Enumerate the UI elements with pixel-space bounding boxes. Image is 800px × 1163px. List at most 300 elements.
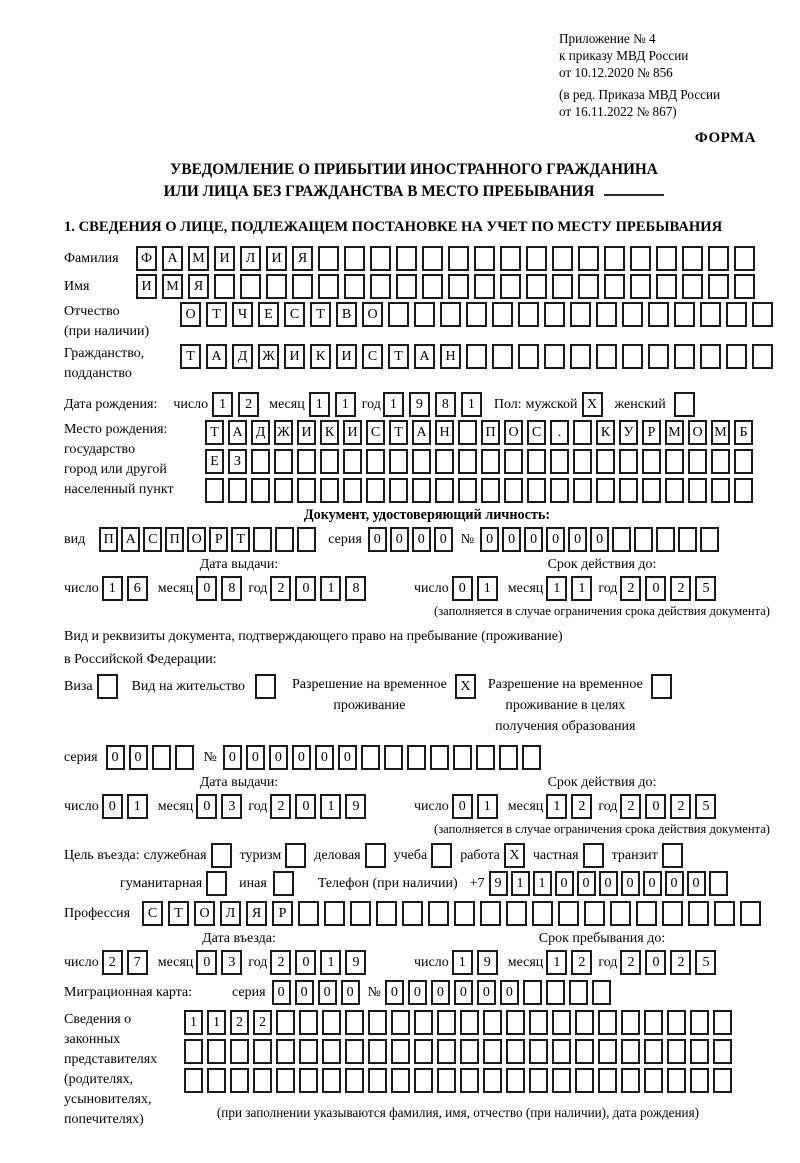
- char-cell[interactable]: [504, 478, 523, 503]
- char-cell[interactable]: [636, 901, 657, 926]
- char-cell[interactable]: [711, 478, 730, 503]
- char-cell[interactable]: [437, 1039, 456, 1064]
- char-cell[interactable]: П: [99, 527, 118, 552]
- migration-series-input[interactable]: [272, 980, 360, 1005]
- char-cell[interactable]: Е: [205, 449, 224, 474]
- char-cell[interactable]: [240, 274, 261, 299]
- char-cell[interactable]: [437, 1068, 456, 1093]
- residence-valid-year-input[interactable]: [620, 794, 716, 819]
- char-cell[interactable]: [642, 449, 661, 474]
- char-cell[interactable]: [690, 1039, 709, 1064]
- char-cell[interactable]: [726, 302, 747, 327]
- char-cell[interactable]: [384, 745, 403, 770]
- doc-type-input[interactable]: [99, 527, 316, 552]
- char-cell[interactable]: [713, 1068, 732, 1093]
- char-cell[interactable]: К: [596, 420, 615, 445]
- char-cell[interactable]: 8: [345, 576, 366, 601]
- char-cell[interactable]: К: [320, 420, 339, 445]
- temp-residence-checkbox[interactable]: X: [455, 674, 476, 699]
- char-cell[interactable]: [575, 1039, 594, 1064]
- char-cell[interactable]: [610, 901, 631, 926]
- representatives-row-2[interactable]: [184, 1039, 732, 1064]
- char-cell[interactable]: [558, 901, 579, 926]
- char-cell[interactable]: М: [162, 274, 183, 299]
- char-cell[interactable]: 2: [270, 950, 291, 975]
- purpose-transit-checkbox[interactable]: [662, 843, 683, 868]
- char-cell[interactable]: [207, 1068, 226, 1093]
- char-cell[interactable]: [483, 1039, 502, 1064]
- char-cell[interactable]: [752, 344, 773, 369]
- char-cell[interactable]: 0: [129, 745, 148, 770]
- char-cell[interactable]: [619, 449, 638, 474]
- birth-day-input[interactable]: [212, 392, 259, 417]
- purpose-other-checkbox[interactable]: [273, 871, 294, 896]
- char-cell[interactable]: 0: [599, 871, 618, 896]
- char-cell[interactable]: [734, 449, 753, 474]
- char-cell[interactable]: А: [414, 344, 435, 369]
- doc-issue-year-input[interactable]: [270, 576, 366, 601]
- char-cell[interactable]: [644, 1010, 663, 1035]
- char-cell[interactable]: Т: [388, 344, 409, 369]
- char-cell[interactable]: 2: [620, 950, 641, 975]
- char-cell[interactable]: Л: [240, 246, 261, 271]
- char-cell[interactable]: [667, 1039, 686, 1064]
- char-cell[interactable]: [299, 1010, 318, 1035]
- char-cell[interactable]: С: [366, 420, 385, 445]
- doc-valid-year-input[interactable]: [620, 576, 716, 601]
- char-cell[interactable]: [481, 478, 500, 503]
- char-cell[interactable]: [481, 449, 500, 474]
- char-cell[interactable]: [389, 478, 408, 503]
- char-cell[interactable]: 3: [221, 794, 242, 819]
- char-cell[interactable]: [527, 478, 546, 503]
- char-cell[interactable]: [674, 344, 695, 369]
- char-cell[interactable]: 1: [571, 576, 592, 601]
- char-cell[interactable]: [344, 246, 365, 271]
- char-cell[interactable]: [318, 246, 339, 271]
- char-cell[interactable]: [630, 274, 651, 299]
- char-cell[interactable]: Ч: [232, 302, 253, 327]
- char-cell[interactable]: [184, 1039, 203, 1064]
- char-cell[interactable]: [711, 449, 730, 474]
- char-cell[interactable]: [500, 246, 521, 271]
- char-cell[interactable]: [544, 302, 565, 327]
- char-cell[interactable]: [205, 478, 224, 503]
- doc-issue-day-input[interactable]: [102, 576, 148, 601]
- char-cell[interactable]: [529, 1039, 548, 1064]
- char-cell[interactable]: [414, 302, 435, 327]
- char-cell[interactable]: [343, 478, 362, 503]
- char-cell[interactable]: [621, 1039, 640, 1064]
- char-cell[interactable]: [598, 1039, 617, 1064]
- char-cell[interactable]: [435, 478, 454, 503]
- char-cell[interactable]: [428, 901, 449, 926]
- char-cell[interactable]: [276, 1039, 295, 1064]
- char-cell[interactable]: [644, 1068, 663, 1093]
- char-cell[interactable]: О: [362, 302, 383, 327]
- char-cell[interactable]: 0: [196, 794, 217, 819]
- char-cell[interactable]: [370, 246, 391, 271]
- char-cell[interactable]: [667, 1010, 686, 1035]
- char-cell[interactable]: [402, 901, 423, 926]
- char-cell[interactable]: [612, 527, 631, 552]
- char-cell[interactable]: Ж: [258, 344, 279, 369]
- char-cell[interactable]: [596, 344, 617, 369]
- char-cell[interactable]: [662, 901, 683, 926]
- char-cell[interactable]: З: [228, 449, 247, 474]
- temp-residence-edu-checkbox[interactable]: [651, 674, 672, 699]
- char-cell[interactable]: [529, 1010, 548, 1035]
- char-cell[interactable]: 0: [454, 980, 473, 1005]
- char-cell[interactable]: С: [143, 527, 162, 552]
- char-cell[interactable]: [253, 1039, 272, 1064]
- char-cell[interactable]: [454, 901, 475, 926]
- char-cell[interactable]: [584, 901, 605, 926]
- char-cell[interactable]: Т: [205, 420, 224, 445]
- char-cell[interactable]: [324, 901, 345, 926]
- char-cell[interactable]: [667, 1068, 686, 1093]
- char-cell[interactable]: Н: [440, 344, 461, 369]
- char-cell[interactable]: [709, 871, 728, 896]
- residence-number-input[interactable]: [223, 745, 541, 770]
- char-cell[interactable]: [430, 745, 449, 770]
- entry-day-input[interactable]: [102, 950, 148, 975]
- doc-issue-month-input[interactable]: [196, 576, 242, 601]
- char-cell[interactable]: 2: [230, 1010, 249, 1035]
- char-cell[interactable]: 0: [408, 980, 427, 1005]
- char-cell[interactable]: К: [310, 344, 331, 369]
- char-cell[interactable]: Т: [310, 302, 331, 327]
- char-cell[interactable]: [630, 246, 651, 271]
- char-cell[interactable]: [752, 302, 773, 327]
- char-cell[interactable]: 2: [620, 576, 641, 601]
- purpose-business-checkbox[interactable]: [365, 843, 386, 868]
- residence-valid-day-input[interactable]: [452, 794, 498, 819]
- char-cell[interactable]: 5: [695, 950, 716, 975]
- char-cell[interactable]: 1: [546, 794, 567, 819]
- char-cell[interactable]: 0: [292, 745, 311, 770]
- char-cell[interactable]: [251, 449, 270, 474]
- char-cell[interactable]: А: [228, 420, 247, 445]
- char-cell[interactable]: [569, 980, 588, 1005]
- char-cell[interactable]: А: [162, 246, 183, 271]
- char-cell[interactable]: 1: [533, 871, 552, 896]
- char-cell[interactable]: [483, 1068, 502, 1093]
- residence-series-input[interactable]: [106, 745, 194, 770]
- char-cell[interactable]: И: [336, 344, 357, 369]
- char-cell[interactable]: [298, 901, 319, 926]
- stay-day-input[interactable]: [452, 950, 498, 975]
- char-cell[interactable]: 0: [643, 871, 662, 896]
- char-cell[interactable]: [368, 1010, 387, 1035]
- char-cell[interactable]: [504, 449, 523, 474]
- char-cell[interactable]: [466, 344, 487, 369]
- surname-input[interactable]: [136, 246, 755, 271]
- char-cell[interactable]: [575, 1010, 594, 1035]
- char-cell[interactable]: [376, 901, 397, 926]
- char-cell[interactable]: [708, 246, 729, 271]
- char-cell[interactable]: [345, 1039, 364, 1064]
- char-cell[interactable]: [391, 1068, 410, 1093]
- char-cell[interactable]: И: [284, 344, 305, 369]
- char-cell[interactable]: 0: [452, 794, 473, 819]
- char-cell[interactable]: [474, 274, 495, 299]
- char-cell[interactable]: [622, 302, 643, 327]
- char-cell[interactable]: Д: [251, 420, 270, 445]
- doc-series-input[interactable]: [368, 527, 453, 552]
- char-cell[interactable]: [573, 420, 592, 445]
- char-cell[interactable]: [596, 478, 615, 503]
- char-cell[interactable]: [526, 274, 547, 299]
- char-cell[interactable]: [682, 274, 703, 299]
- char-cell[interactable]: 0: [295, 950, 316, 975]
- char-cell[interactable]: [642, 478, 661, 503]
- representatives-row-1[interactable]: [184, 1010, 732, 1035]
- char-cell[interactable]: [299, 1068, 318, 1093]
- char-cell[interactable]: [460, 1010, 479, 1035]
- char-cell[interactable]: [570, 344, 591, 369]
- char-cell[interactable]: Б: [734, 420, 753, 445]
- char-cell[interactable]: 5: [695, 794, 716, 819]
- purpose-work-checkbox[interactable]: X: [504, 843, 525, 868]
- char-cell[interactable]: С: [527, 420, 546, 445]
- char-cell[interactable]: [688, 449, 707, 474]
- residence-issue-year-input[interactable]: [270, 794, 366, 819]
- char-cell[interactable]: [499, 745, 518, 770]
- char-cell[interactable]: [474, 246, 495, 271]
- char-cell[interactable]: [506, 1010, 525, 1035]
- char-cell[interactable]: А: [121, 527, 140, 552]
- char-cell[interactable]: [414, 1068, 433, 1093]
- char-cell[interactable]: [344, 274, 365, 299]
- char-cell[interactable]: 0: [502, 527, 521, 552]
- char-cell[interactable]: 0: [434, 527, 453, 552]
- char-cell[interactable]: 0: [318, 980, 337, 1005]
- sex-female-checkbox[interactable]: [674, 392, 695, 417]
- char-cell[interactable]: 2: [571, 950, 592, 975]
- char-cell[interactable]: У: [619, 420, 638, 445]
- char-cell[interactable]: [604, 274, 625, 299]
- char-cell[interactable]: [322, 1010, 341, 1035]
- char-cell[interactable]: [550, 449, 569, 474]
- char-cell[interactable]: [740, 901, 761, 926]
- char-cell[interactable]: [573, 449, 592, 474]
- stay-month-input[interactable]: [546, 950, 592, 975]
- char-cell[interactable]: [460, 1068, 479, 1093]
- char-cell[interactable]: 0: [546, 527, 565, 552]
- char-cell[interactable]: Р: [642, 420, 661, 445]
- char-cell[interactable]: 1: [461, 392, 482, 417]
- char-cell[interactable]: [276, 1068, 295, 1093]
- char-cell[interactable]: [506, 1039, 525, 1064]
- char-cell[interactable]: [391, 1010, 410, 1035]
- char-cell[interactable]: Л: [220, 901, 241, 926]
- char-cell[interactable]: [523, 980, 542, 1005]
- char-cell[interactable]: [437, 1010, 456, 1035]
- char-cell[interactable]: [345, 1068, 364, 1093]
- char-cell[interactable]: 0: [568, 527, 587, 552]
- char-cell[interactable]: 0: [196, 576, 217, 601]
- visa-checkbox[interactable]: [97, 674, 118, 699]
- char-cell[interactable]: 0: [645, 794, 666, 819]
- char-cell[interactable]: [506, 901, 527, 926]
- char-cell[interactable]: [552, 246, 573, 271]
- char-cell[interactable]: Т: [180, 344, 201, 369]
- char-cell[interactable]: 0: [338, 745, 357, 770]
- char-cell[interactable]: [184, 1068, 203, 1093]
- char-cell[interactable]: [274, 478, 293, 503]
- char-cell[interactable]: [389, 449, 408, 474]
- char-cell[interactable]: [544, 344, 565, 369]
- char-cell[interactable]: С: [142, 901, 163, 926]
- char-cell[interactable]: С: [362, 344, 383, 369]
- char-cell[interactable]: [674, 302, 695, 327]
- char-cell[interactable]: [575, 1068, 594, 1093]
- char-cell[interactable]: 1: [477, 794, 498, 819]
- char-cell[interactable]: [361, 745, 380, 770]
- char-cell[interactable]: [734, 274, 755, 299]
- char-cell[interactable]: [573, 478, 592, 503]
- char-cell[interactable]: 2: [238, 392, 259, 417]
- char-cell[interactable]: 0: [590, 527, 609, 552]
- char-cell[interactable]: [322, 1039, 341, 1064]
- char-cell[interactable]: [453, 745, 472, 770]
- char-cell[interactable]: 0: [385, 980, 404, 1005]
- char-cell[interactable]: [522, 745, 541, 770]
- char-cell[interactable]: [532, 901, 553, 926]
- char-cell[interactable]: М: [665, 420, 684, 445]
- char-cell[interactable]: 0: [645, 950, 666, 975]
- char-cell[interactable]: Т: [168, 901, 189, 926]
- representatives-row-3[interactable]: [184, 1068, 732, 1093]
- char-cell[interactable]: 1: [452, 950, 473, 975]
- char-cell[interactable]: [476, 745, 495, 770]
- char-cell[interactable]: [665, 478, 684, 503]
- char-cell[interactable]: [713, 1039, 732, 1064]
- char-cell[interactable]: [152, 745, 171, 770]
- char-cell[interactable]: 2: [253, 1010, 272, 1035]
- doc-number-input[interactable]: [480, 527, 719, 552]
- char-cell[interactable]: [726, 344, 747, 369]
- char-cell[interactable]: [460, 1039, 479, 1064]
- char-cell[interactable]: [500, 274, 521, 299]
- char-cell[interactable]: 8: [435, 392, 456, 417]
- char-cell[interactable]: 0: [295, 576, 316, 601]
- char-cell[interactable]: [518, 302, 539, 327]
- char-cell[interactable]: [492, 344, 513, 369]
- char-cell[interactable]: [656, 274, 677, 299]
- purpose-tourism-checkbox[interactable]: [285, 843, 306, 868]
- char-cell[interactable]: [688, 478, 707, 503]
- char-cell[interactable]: 8: [221, 576, 242, 601]
- char-cell[interactable]: [458, 420, 477, 445]
- char-cell[interactable]: [318, 274, 339, 299]
- char-cell[interactable]: [350, 901, 371, 926]
- char-cell[interactable]: [621, 1010, 640, 1035]
- char-cell[interactable]: 9: [409, 392, 430, 417]
- char-cell[interactable]: [644, 1039, 663, 1064]
- char-cell[interactable]: [578, 274, 599, 299]
- char-cell[interactable]: [388, 302, 409, 327]
- stay-year-input[interactable]: [620, 950, 716, 975]
- char-cell[interactable]: [175, 745, 194, 770]
- char-cell[interactable]: 9: [345, 794, 366, 819]
- char-cell[interactable]: [320, 478, 339, 503]
- char-cell[interactable]: И: [136, 274, 157, 299]
- char-cell[interactable]: Я: [292, 246, 313, 271]
- char-cell[interactable]: [656, 527, 675, 552]
- char-cell[interactable]: И: [214, 246, 235, 271]
- residence-issue-day-input[interactable]: [102, 794, 148, 819]
- char-cell[interactable]: 0: [480, 527, 499, 552]
- char-cell[interactable]: И: [266, 246, 287, 271]
- char-cell[interactable]: [422, 246, 443, 271]
- profession-input[interactable]: [142, 901, 761, 926]
- char-cell[interactable]: [368, 1039, 387, 1064]
- char-cell[interactable]: [546, 980, 565, 1005]
- char-cell[interactable]: [266, 274, 287, 299]
- char-cell[interactable]: 0: [106, 745, 125, 770]
- char-cell[interactable]: [414, 1010, 433, 1035]
- phone-input[interactable]: [489, 871, 728, 896]
- char-cell[interactable]: 0: [665, 871, 684, 896]
- char-cell[interactable]: 1: [546, 576, 567, 601]
- char-cell[interactable]: [592, 980, 611, 1005]
- char-cell[interactable]: [253, 1068, 272, 1093]
- char-cell[interactable]: П: [165, 527, 184, 552]
- birth-place-row-1[interactable]: [205, 420, 753, 445]
- birth-year-input[interactable]: [383, 392, 482, 417]
- char-cell[interactable]: 0: [315, 745, 334, 770]
- char-cell[interactable]: Н: [435, 420, 454, 445]
- char-cell[interactable]: 0: [477, 980, 496, 1005]
- char-cell[interactable]: 0: [452, 576, 473, 601]
- char-cell[interactable]: [253, 527, 272, 552]
- char-cell[interactable]: 5: [695, 576, 716, 601]
- sex-male-checkbox[interactable]: X: [582, 392, 603, 417]
- char-cell[interactable]: [665, 449, 684, 474]
- char-cell[interactable]: 1: [127, 794, 148, 819]
- char-cell[interactable]: [366, 449, 385, 474]
- char-cell[interactable]: [700, 527, 719, 552]
- char-cell[interactable]: [297, 478, 316, 503]
- char-cell[interactable]: Д: [232, 344, 253, 369]
- char-cell[interactable]: [414, 1039, 433, 1064]
- char-cell[interactable]: [391, 1039, 410, 1064]
- char-cell[interactable]: Ж: [274, 420, 293, 445]
- char-cell[interactable]: [700, 344, 721, 369]
- char-cell[interactable]: 2: [670, 950, 691, 975]
- char-cell[interactable]: М: [711, 420, 730, 445]
- char-cell[interactable]: [396, 274, 417, 299]
- char-cell[interactable]: С: [284, 302, 305, 327]
- char-cell[interactable]: 0: [645, 576, 666, 601]
- char-cell[interactable]: [552, 274, 573, 299]
- char-cell[interactable]: 0: [223, 745, 242, 770]
- char-cell[interactable]: 9: [489, 871, 508, 896]
- char-cell[interactable]: 0: [412, 527, 431, 552]
- char-cell[interactable]: 1: [511, 871, 530, 896]
- char-cell[interactable]: [734, 478, 753, 503]
- char-cell[interactable]: [345, 1010, 364, 1035]
- char-cell[interactable]: О: [504, 420, 523, 445]
- purpose-study-checkbox[interactable]: [431, 843, 452, 868]
- char-cell[interactable]: [527, 449, 546, 474]
- char-cell[interactable]: 0: [341, 980, 360, 1005]
- residence-valid-month-input[interactable]: [546, 794, 592, 819]
- char-cell[interactable]: Р: [209, 527, 228, 552]
- char-cell[interactable]: 1: [309, 392, 330, 417]
